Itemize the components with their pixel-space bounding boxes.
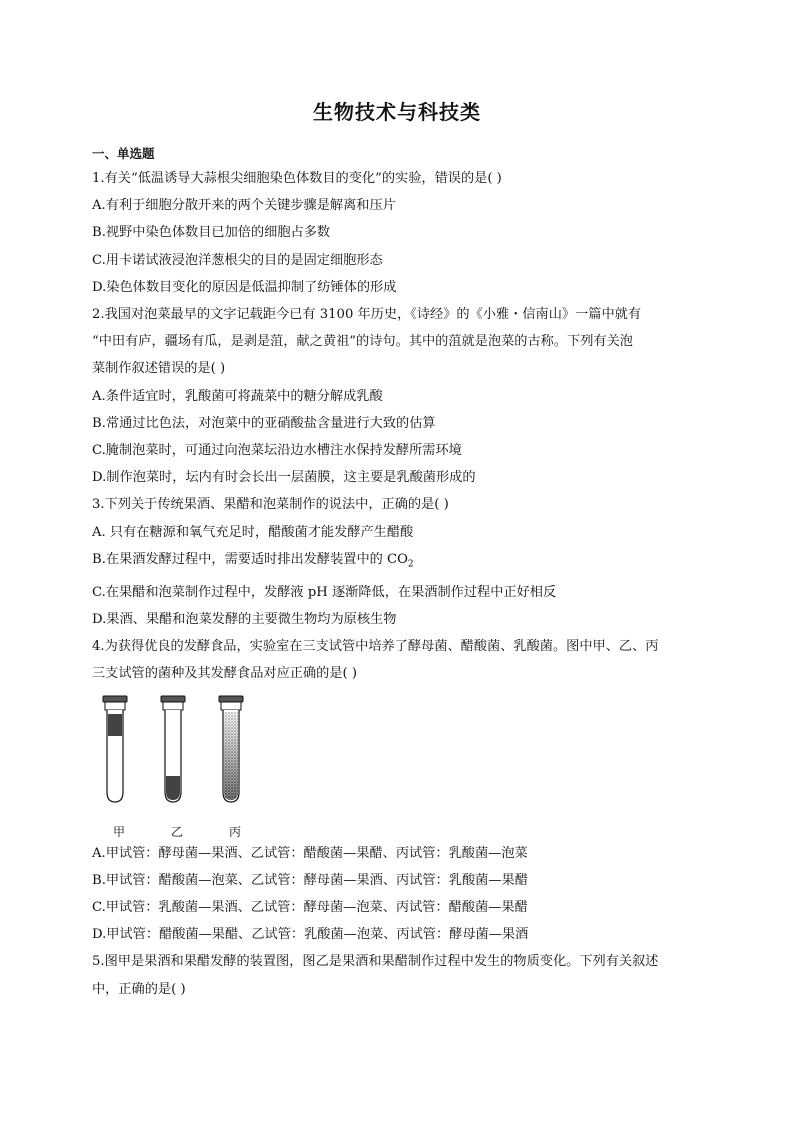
tube-label-jia: 甲 — [112, 824, 125, 839]
question-4-stem-line-2: 三支试管的菌种及其发酵食品对应正确的是( ) — [92, 666, 358, 682]
question-4-option-d: D.甲试管：醋酸菌—果醋、乙试管：乳酸菌—泡菜、丙试管：酵母菌—果酒 — [92, 927, 529, 943]
question-2-option-b: B.常通过比色法，对泡菜中的亚硝酸盐含量进行大致的估算 — [92, 415, 436, 431]
question-1-stem: 1.有关“低温诱导大蒜根尖细胞染色体数目的变化”的实验，错误的是( ) — [92, 171, 502, 186]
question-3-option-b-text: B.在果酒发酵过程中，需要适时排出发酵装置中的 CO — [92, 551, 408, 567]
test-tube-figure — [92, 694, 712, 840]
question-3-option-c: C.在果醋和泡菜制作过程中，发酵液 pH 逐渐降低，在果酒制作过程中正好相反 — [92, 584, 557, 600]
question-3-option-d: D.果酒、果醋和泡菜发酵的主要微生物均为原核生物 — [92, 611, 397, 627]
question-2-stem-line-3: 菜制作叙述错误的是( ) — [92, 361, 226, 377]
question-3-stem: 3.下列关于传统果酒、果醋和泡菜制作的说法中，正确的是( ) — [92, 497, 449, 513]
tube-label-yi: 乙 — [170, 824, 183, 839]
question-2-option-c: C.腌制泡菜时，可通过向泡菜坛沿边水槽注水保持发酵所需环境 — [92, 443, 462, 459]
question-3-option-b — [92, 546, 712, 579]
question-2-option-d: D.制作泡菜时，坛内有时会长出一层菌膜，这主要是乳酸菌形成的 — [92, 470, 476, 486]
question-4-stem-line-1: 4.为获得优良的发酵食品，实验室在三支试管中培养了酵母菌、醋酸菌、乳酸菌。图中甲、乙、丙 — [92, 639, 659, 655]
subscript-2: 2 — [407, 559, 414, 570]
tube-yi — [161, 696, 185, 802]
question-5-stem-line-1: 5.图甲是果酒和果醋发酵的装置图，图乙是果酒和果醋制作过程中发生的物质变化。下列有关叙述 — [92, 954, 659, 970]
question-1-option-d: D.染色体数目变化的原因是低温抑制了纺锤体的形成 — [92, 279, 397, 295]
page-title: 生物技术与科技类 — [313, 100, 481, 124]
document-body — [92, 145, 712, 1003]
question-1-option-a: A.有利于细胞分散开来的两个关键步骤是解离和压片 — [92, 198, 396, 214]
tube-jia — [103, 696, 127, 802]
section-heading: 一、单选题 — [92, 146, 155, 161]
question-4-option-c: C.甲试管：乳酸菌—果酒、乙试管：酵母菌—泡菜、丙试管：醋酸菌—果醋 — [92, 899, 528, 915]
question-4-option-a: A.甲试管：酵母菌—果酒、乙试管：醋酸菌—果醋、丙试管：乳酸菌—泡菜 — [92, 845, 528, 861]
question-2-option-a: A.条件适宜时，乳酸菌可将蔬菜中的糖分解成乳酸 — [92, 388, 383, 404]
question-2-stem-line-2: “中田有庐，疆场有瓜，是剥是菹，献之黄祖”的诗句。其中的菹就是泡菜的古称。下列有关泡 — [92, 334, 633, 350]
tube-label-bing: 丙 — [228, 824, 241, 839]
question-4-option-b: B.甲试管：醋酸菌—泡菜、乙试管：酵母菌—果酒、丙试管：乳酸菌—果醋 — [92, 872, 528, 888]
question-1-option-b: B.视野中染色体数目已加倍的细胞占多数 — [92, 225, 331, 241]
question-3-option-a: A. 只有在糖源和氧气充足时，醋酸菌才能发酵产生醋酸 — [92, 524, 414, 540]
question-1-option-c: C.用卡诺试液浸泡洋葱根尖的目的是固定细胞形态 — [92, 252, 383, 268]
question-2-stem-line-1: 2.我国对泡菜最早的文字记载距今已有 3100 年历史，《诗经》的《小雅・信南山》一篇中就有 — [92, 307, 642, 323]
question-5-stem-line-2: 中，正确的是( ) — [92, 981, 186, 997]
test-tubes-illustration — [100, 694, 260, 820]
tube-bing — [219, 696, 243, 802]
